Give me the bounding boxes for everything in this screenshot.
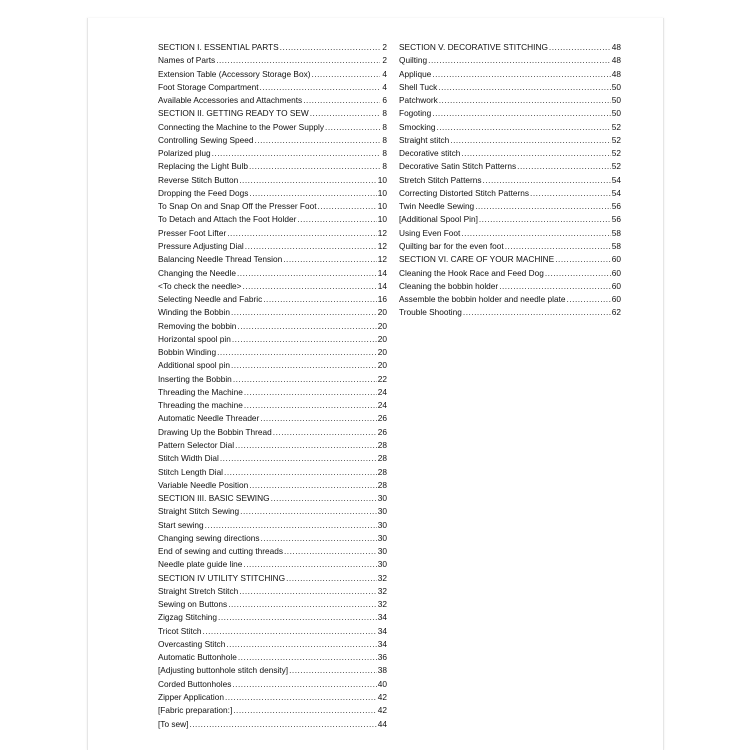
toc-entry (158, 598, 387, 611)
dot-leader (232, 333, 377, 346)
toc-entry (399, 160, 621, 173)
dot-leader (240, 505, 377, 518)
toc-entry (158, 466, 387, 479)
toc-entry (158, 320, 387, 333)
toc-entry-title: Smocking (399, 121, 436, 132)
toc-entry-page-number: 20 (377, 307, 387, 318)
toc-entry-page-number: 14 (377, 267, 387, 278)
toc-entry-page-number: 30 (377, 519, 387, 530)
toc-entry (158, 704, 387, 717)
toc-entry-page-number: 56 (611, 214, 621, 225)
toc-entry (158, 121, 387, 134)
dot-leader (436, 121, 610, 134)
toc-entry-title: Polarized plug (158, 148, 211, 159)
dot-leader (233, 373, 377, 386)
dot-leader (463, 306, 611, 319)
toc-entry-title: Names of Parts (158, 55, 216, 66)
dot-leader (245, 240, 377, 253)
toc-entry-page-number: 60 (611, 294, 621, 305)
dot-leader (239, 174, 377, 187)
dot-leader (567, 293, 611, 306)
toc-entry (158, 691, 387, 704)
toc-entry-page-number: 12 (377, 254, 387, 265)
toc-entry-page-number: 52 (611, 121, 621, 132)
toc-entry-title: SECTION III. BASIC SEWING (158, 493, 270, 504)
toc-entry-page-number: 32 (377, 585, 387, 596)
dot-leader (517, 160, 611, 173)
toc-entry-title: Shell Tuck (399, 81, 438, 92)
toc-entry-page-number: 30 (377, 493, 387, 504)
toc-entry-page-number: 4 (382, 81, 387, 92)
dot-leader (238, 651, 377, 664)
toc-entry-title: [Adjusting buttonhole stitch density] (158, 665, 289, 676)
toc-entry (399, 68, 621, 81)
toc-entry-page-number: 48 (611, 68, 621, 79)
toc-entry (399, 54, 621, 67)
toc-entry-page-number: 52 (611, 148, 621, 159)
dot-leader (283, 253, 377, 266)
toc-entry-title: Automatic Buttonhole (158, 652, 237, 663)
toc-entry-page-number: 44 (377, 718, 387, 729)
toc-entry-page-number: 8 (382, 108, 387, 119)
toc-entry-title: Additional spool pin (158, 360, 230, 371)
toc-entry (158, 200, 387, 213)
toc-entry-page-number: 48 (611, 55, 621, 66)
toc-entry (158, 227, 387, 240)
dot-leader (224, 466, 377, 479)
toc-entry (158, 187, 387, 200)
toc-entry-page-number: 28 (377, 453, 387, 464)
toc-entry-title: Corded Buttonholes (158, 678, 232, 689)
toc-entry-page-number: 12 (377, 240, 387, 251)
toc-entry-title: Extension Table (Accessory Storage Box) (158, 68, 311, 79)
toc-entry-title: Inserting the Bobbin (158, 373, 232, 384)
toc-entry-title: Zigzag Stitching (158, 612, 218, 623)
toc-entry (158, 267, 387, 280)
dot-leader (216, 54, 380, 67)
toc-entry-title: End of sewing and cutting threads (158, 546, 283, 557)
toc-entry-page-number: 48 (611, 42, 621, 52)
dot-leader (227, 227, 377, 240)
dot-leader (243, 558, 376, 571)
toc-entry (158, 558, 387, 571)
toc-entry-title: Horizontal spool pin (158, 333, 231, 344)
toc-entry-title: Zipper Application (158, 692, 224, 703)
toc-entry-page-number: 28 (377, 439, 387, 450)
toc-entry-page-number: 62 (611, 307, 621, 318)
toc-entry (399, 213, 621, 226)
toc-entry-title: Assemble the bobbin holder and needle plate (399, 294, 566, 305)
toc-entry-page-number: 30 (377, 506, 387, 517)
toc-entry (158, 280, 387, 293)
dot-leader (432, 68, 610, 81)
toc-entry-title: Replacing the Light Bulb (158, 161, 248, 172)
toc-entry-title: Changing sewing directions (158, 532, 260, 543)
toc-entry (158, 625, 387, 638)
toc-entry (158, 160, 387, 173)
dot-leader (289, 664, 377, 677)
dot-leader (284, 545, 377, 558)
toc-entry (158, 545, 387, 558)
dot-leader (232, 678, 376, 691)
toc-entry-page-number: 30 (377, 532, 387, 543)
dot-leader (237, 267, 377, 280)
toc-entry-title: Reverse Stitch Button (158, 174, 239, 185)
toc-entry-title: [To sew] (158, 718, 189, 729)
toc-entry (158, 94, 387, 107)
dot-leader (475, 200, 611, 213)
dot-leader (280, 41, 380, 54)
toc-entry-page-number: 32 (377, 599, 387, 610)
toc-entry-page-number: 42 (377, 705, 387, 716)
toc-entry-page-number: 34 (377, 638, 387, 649)
toc-left-column (158, 41, 387, 731)
toc-entry (158, 439, 387, 452)
toc-entry (158, 174, 387, 187)
toc-entry (158, 519, 387, 532)
toc-entry-title: Selecting Needle and Fabric (158, 294, 263, 305)
toc-entry-title: Controlling Sewing Speed (158, 134, 254, 145)
toc-entry-title: To Detach and Attach the Foot Holder (158, 214, 297, 225)
dot-leader (549, 41, 611, 54)
toc-entry-title: To Snap On and Snap Off the Presser Foot (158, 201, 317, 212)
toc-entry-title: Dropping the Feed Dogs (158, 187, 249, 198)
toc-entry-page-number: 56 (611, 201, 621, 212)
toc-entry-page-number: 20 (377, 333, 387, 344)
toc-entry-title: SECTION II. GETTING READY TO SEW (158, 108, 309, 119)
toc-entry (158, 306, 387, 319)
toc-entry-page-number: 50 (611, 81, 621, 92)
toc-entry-page-number: 8 (382, 134, 387, 145)
toc-entry-page-number: 34 (377, 625, 387, 636)
toc-entry-title: Cleaning the Hook Race and Feed Dog (399, 267, 544, 278)
manual-page (87, 18, 664, 750)
dot-leader (461, 147, 610, 160)
toc-entry-page-number: 10 (377, 201, 387, 212)
dot-leader (479, 213, 611, 226)
toc-entry-page-number: 22 (377, 373, 387, 384)
toc-entry (158, 638, 387, 651)
toc-entry (399, 147, 621, 160)
dot-leader (461, 227, 610, 240)
toc-entry-title: Pressure Adjusting Dial (158, 240, 244, 251)
toc-entry-title: Changing the Needle (158, 267, 236, 278)
toc-entry (158, 41, 387, 54)
dot-leader (243, 280, 377, 293)
toc-entry-page-number: 38 (377, 665, 387, 676)
toc-entry-title: Available Accessories and Attachments (158, 95, 303, 106)
dot-leader (254, 134, 380, 147)
dot-leader (218, 611, 377, 624)
toc-entry-title: [Fabric preparation:] (158, 705, 233, 716)
toc-entry-page-number: 28 (377, 479, 387, 490)
toc-entry-title: Correcting Distorted Stitch Patterns (399, 187, 530, 198)
toc-entry (158, 399, 387, 412)
toc-entry-page-number: 28 (377, 466, 387, 477)
toc-entry-page-number: 10 (377, 187, 387, 198)
toc-entry (158, 147, 387, 160)
toc-entry (158, 572, 387, 585)
toc-entry-title: Needle plate guide line (158, 559, 243, 570)
toc-entry (399, 200, 621, 213)
toc-entry (158, 678, 387, 691)
toc-entry-title: SECTION VI. CARE OF YOUR MACHINE (399, 254, 555, 265)
toc-entry-title: Variable Needle Position (158, 479, 249, 490)
toc-entry (158, 346, 387, 359)
toc-entry-title: Stitch Width Dial (158, 453, 219, 464)
toc-entry-title: Winding the Bobbin (158, 307, 230, 318)
toc-entry-title: Removing the bobbin (158, 320, 237, 331)
toc-entry-title: Overcasting Stitch (158, 638, 226, 649)
toc-entry (399, 174, 621, 187)
toc-entry-title: <To check the needle> (158, 280, 242, 291)
toc-entry (399, 81, 621, 94)
toc-entry (158, 293, 387, 306)
dot-leader (318, 200, 377, 213)
dot-leader (231, 306, 377, 319)
dot-leader (263, 293, 377, 306)
toc-entry-page-number: 54 (611, 187, 621, 198)
dot-leader (189, 718, 376, 731)
toc-entry-page-number: 32 (377, 572, 387, 583)
toc-entry-title: Quilting (399, 55, 428, 66)
dot-leader (233, 704, 377, 717)
toc-entry-page-number: 50 (611, 95, 621, 106)
toc-entry-title: Tricot Stitch (158, 625, 202, 636)
dot-leader (203, 625, 377, 638)
toc-entry-title: [Additional Spool Pin] (399, 214, 478, 225)
toc-entry-title: Presser Foot Lifter (158, 227, 227, 238)
toc-entry-title: SECTION V. DECORATIVE STITCHING (399, 42, 548, 52)
dot-leader (244, 399, 377, 412)
toc-entry-page-number: 10 (377, 174, 387, 185)
toc-entry (158, 134, 387, 147)
toc-entry (158, 213, 387, 226)
toc-entry-page-number: 58 (611, 227, 621, 238)
toc-entry-page-number: 30 (377, 546, 387, 557)
dot-leader (303, 94, 380, 107)
toc-entry (399, 41, 621, 54)
dot-leader (325, 121, 380, 134)
dot-leader (205, 519, 377, 532)
toc-entry (158, 240, 387, 253)
toc-entry-title: Straight Stitch Sewing (158, 506, 240, 517)
toc-entry (399, 121, 621, 134)
toc-entry-page-number: 2 (382, 55, 387, 66)
dot-leader (555, 253, 611, 266)
toc-entry-page-number: 24 (377, 386, 387, 397)
toc-entry (158, 412, 387, 425)
dot-leader (428, 54, 611, 67)
toc-entry-title: Decorative Satin Stitch Patterns (399, 161, 517, 172)
toc-entry-page-number: 52 (611, 161, 621, 172)
toc-entry (399, 107, 621, 120)
dot-leader (228, 598, 377, 611)
toc-entry (399, 94, 621, 107)
toc-entry-page-number: 6 (382, 95, 387, 106)
toc-entry-page-number: 10 (377, 214, 387, 225)
toc-right-column (399, 41, 621, 320)
toc-entry-title: Pattern Selector Dial (158, 439, 235, 450)
toc-entry-page-number: 30 (377, 559, 387, 570)
toc-entry (158, 664, 387, 677)
toc-entry (158, 81, 387, 94)
toc-entry (158, 333, 387, 346)
toc-entry (399, 306, 621, 319)
dot-leader (297, 213, 376, 226)
dot-leader (231, 359, 377, 372)
toc-entry-page-number: 26 (377, 426, 387, 437)
dot-leader (483, 174, 611, 187)
dot-leader (244, 386, 377, 399)
toc-entry-page-number: 58 (611, 240, 621, 251)
dot-leader (220, 452, 377, 465)
toc-entry-title: Stitch Length Dial (158, 466, 224, 477)
toc-entry (158, 107, 387, 120)
toc-entry (399, 267, 621, 280)
toc-entry-page-number: 14 (377, 280, 387, 291)
toc-entry-title: Using Even Foot (399, 227, 461, 238)
toc-entry (158, 54, 387, 67)
dot-leader (505, 240, 611, 253)
toc-entry-page-number: 40 (377, 678, 387, 689)
toc-entry-title: Start sewing (158, 519, 204, 530)
toc-entry-title: Balancing Needle Thread Tension (158, 254, 283, 265)
dot-leader (545, 267, 611, 280)
toc-entry-title: Decorative stitch (399, 148, 461, 159)
toc-entry (158, 253, 387, 266)
dot-leader (260, 532, 376, 545)
toc-entry-page-number: 16 (377, 294, 387, 305)
toc-entry (158, 68, 387, 81)
toc-entry-title: Foot Storage Compartment (158, 81, 259, 92)
toc-entry-title: SECTION I. ESSENTIAL PARTS (158, 42, 279, 52)
toc-entry-title: Twin Needle Sewing (399, 201, 475, 212)
toc-entry (399, 227, 621, 240)
toc-entry-title: Applique (399, 68, 432, 79)
toc-entry-page-number: 4 (382, 68, 387, 79)
toc-entry-title: Sewing on Buttons (158, 599, 228, 610)
toc-entry (399, 280, 621, 293)
dot-leader (249, 187, 376, 200)
toc-entry-page-number: 24 (377, 400, 387, 411)
toc-entry-title: Quilting bar for the even foot (399, 240, 504, 251)
toc-entry-title: Bobbin Winding (158, 347, 217, 358)
toc-entry (158, 718, 387, 731)
toc-entry-page-number: 12 (377, 227, 387, 238)
toc-entry-page-number: 34 (377, 612, 387, 623)
toc-entry-page-number: 2 (382, 42, 387, 52)
dot-leader (286, 572, 377, 585)
dot-leader (271, 492, 377, 505)
dot-leader (226, 638, 376, 651)
toc-entry (158, 479, 387, 492)
dot-leader (249, 160, 380, 173)
dot-leader (237, 320, 376, 333)
toc-entry-page-number: 20 (377, 360, 387, 371)
toc-entry (158, 651, 387, 664)
toc-entry-page-number: 60 (611, 267, 621, 278)
toc-entry-title: Trouble Shooting (399, 307, 462, 318)
toc-entry (158, 386, 387, 399)
dot-leader (225, 691, 377, 704)
dot-leader (439, 94, 611, 107)
toc-entry (158, 492, 387, 505)
dot-leader (239, 585, 377, 598)
toc-entry (399, 253, 621, 266)
toc-entry (399, 134, 621, 147)
toc-entry (158, 373, 387, 386)
dot-leader (260, 81, 380, 94)
dot-leader (530, 187, 611, 200)
dot-leader (310, 107, 380, 120)
toc-entry-title: Straight Stretch Stitch (158, 585, 239, 596)
toc-entry-page-number: 52 (611, 134, 621, 145)
dot-leader (212, 147, 380, 160)
dot-leader (217, 346, 377, 359)
toc-entry-page-number: 26 (377, 413, 387, 424)
toc-entry (399, 240, 621, 253)
toc-entry (158, 585, 387, 598)
toc-entry-page-number: 50 (611, 108, 621, 119)
toc-entry-title: Threading the machine (158, 400, 243, 411)
toc-entry-page-number: 60 (611, 280, 621, 291)
toc-entry-page-number: 42 (377, 692, 387, 703)
dot-leader (260, 412, 376, 425)
toc-entry-title: Straight stitch (399, 134, 450, 145)
toc-entry (158, 452, 387, 465)
toc-entry-title: Patchwork (399, 95, 438, 106)
toc-entry-title: Fogoting (399, 108, 432, 119)
toc-entry-page-number: 20 (377, 347, 387, 358)
toc-entry-title: Connecting the Machine to the Power Supply (158, 121, 325, 132)
dot-leader (273, 426, 377, 439)
toc-entry-page-number: 54 (611, 174, 621, 185)
toc-entry-title: SECTION IV UTILITY STITCHING (158, 572, 286, 583)
dot-leader (432, 107, 610, 120)
dot-leader (249, 479, 377, 492)
toc-entry (158, 505, 387, 518)
toc-entry-page-number: 60 (611, 254, 621, 265)
toc-entry-page-number: 36 (377, 652, 387, 663)
dot-leader (235, 439, 377, 452)
dot-leader (312, 68, 381, 81)
dot-leader (438, 81, 610, 94)
dot-leader (450, 134, 611, 147)
toc-entry (158, 359, 387, 372)
toc-entry (158, 532, 387, 545)
toc-entry-title: Stretch Stitch Patterns (399, 174, 482, 185)
toc-entry-title: Automatic Needle Threader (158, 413, 260, 424)
toc-entry-title: Threading the Machine (158, 386, 243, 397)
toc-entry-page-number: 8 (382, 121, 387, 132)
toc-entry (158, 611, 387, 624)
toc-entry-page-number: 8 (382, 161, 387, 172)
dot-leader (499, 280, 611, 293)
toc-entry-title: Drawing Up the Bobbin Thread (158, 426, 272, 437)
toc-entry-title: Cleaning the bobbin holder (399, 280, 499, 291)
toc-entry-page-number: 8 (382, 148, 387, 159)
toc-entry (399, 187, 621, 200)
toc-entry (399, 293, 621, 306)
toc-entry (158, 426, 387, 439)
toc-entry-page-number: 20 (377, 320, 387, 331)
